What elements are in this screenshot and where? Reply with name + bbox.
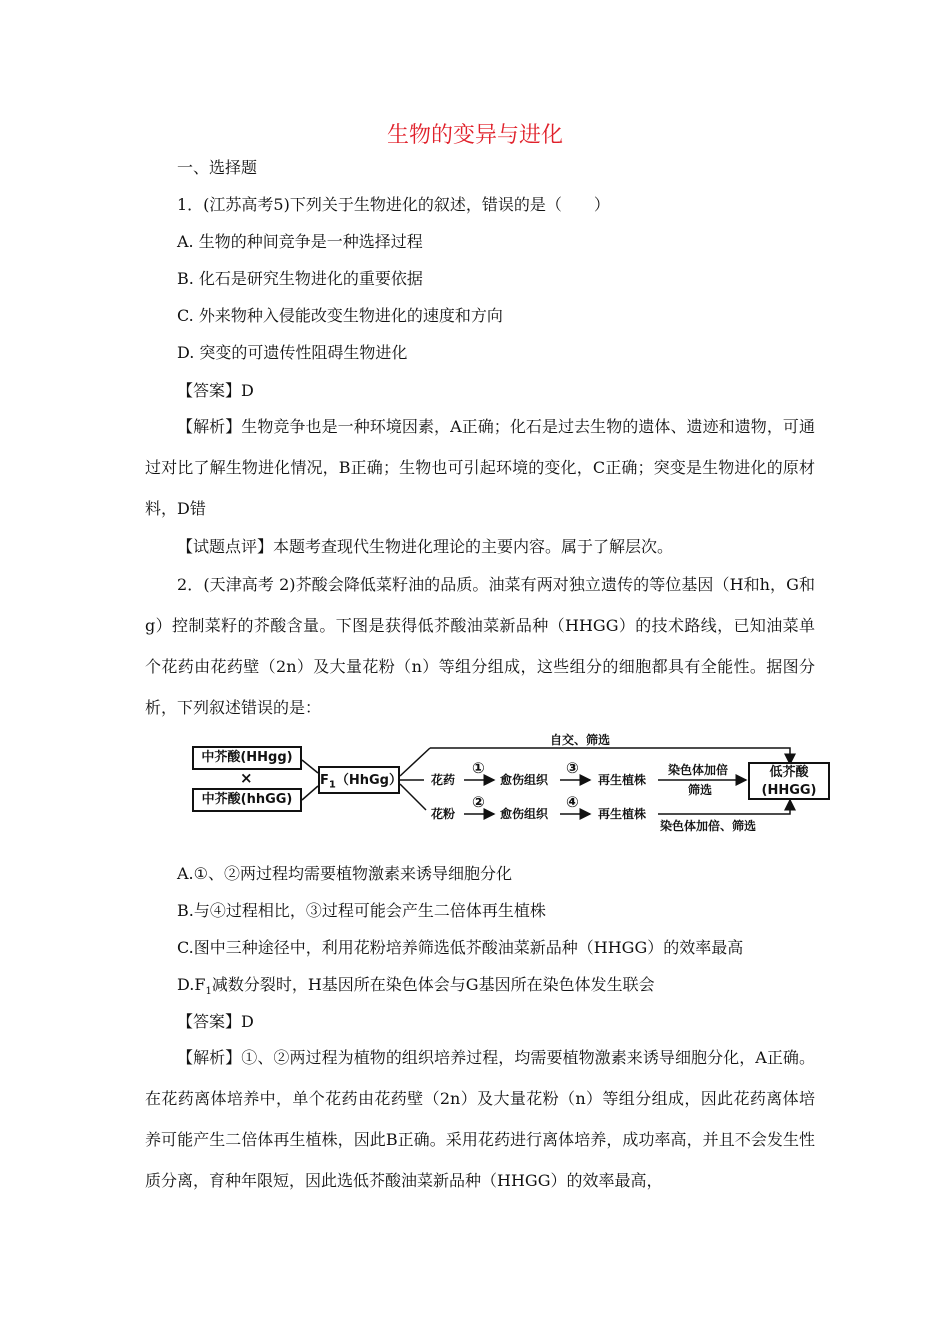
anther-label: 花药 bbox=[431, 773, 456, 787]
q1-option-b: B. 化石是研究生物进化的重要依据 bbox=[177, 269, 423, 288]
q2-option-b: B.与④过程相比，③过程可能会产生二倍体再生植株 bbox=[177, 901, 546, 920]
parent-2-box: 中芥酸(hhGG) bbox=[192, 788, 302, 812]
step-3-marker: ③ bbox=[566, 759, 579, 777]
step-2-marker: ② bbox=[472, 793, 485, 811]
pollen-label: 花粉 bbox=[431, 807, 456, 821]
cross-sign: × bbox=[240, 769, 253, 787]
regenerated-plant-label-lower: 再生植株 bbox=[598, 807, 647, 821]
q2-option-d-text: 减数分裂时，H基因所在染色体会与G基因所在染色体发生联会 bbox=[211, 975, 655, 994]
callus-label-lower: 愈伤组织 bbox=[500, 807, 549, 821]
q2-option-d bbox=[177, 973, 655, 997]
f1-subscript: 1 bbox=[328, 779, 336, 791]
q1-stem: 1．(江苏高考5)下列关于生物进化的叙述，错误的是（ ） bbox=[177, 195, 610, 214]
q2-stem: 2．(天津高考 2)芥酸会降低菜籽油的品质。油菜有两对独立遗传的等位基因（H和h，G和g）控制菜籽的芥酸含量。下图是获得低芥酸油菜新品种（HHGG）的技术路线，已知油菜单个花药由花药壁（2n）及大量花粉（n）等组分组成，这些组分的细胞都具有全能性。据图分析，下列叙述错误的是： bbox=[145, 575, 815, 717]
section-heading: 一、选择题 bbox=[177, 158, 258, 177]
q1-option-c: C. 外来物种入侵能改变生物进化的速度和方向 bbox=[177, 306, 503, 325]
q2-option-d-prefix: D.F bbox=[177, 975, 206, 994]
q2-analysis: 【解析】①、②两过程为植物的组织培养过程，均需要植物激素来诱导细胞分化，A正确。在花药离体培养中，单个花药由花药壁（2n）及大量花粉（n）等组分组成，因此花药离体培养可能产生二倍体再生植株，因此B正确。采用花药进行离体培养，成功率高，并且不会发生性质分离，育种年限短，因此选低芥酸油菜新品种（HHGG）的效率最高， bbox=[145, 1048, 815, 1190]
doubling-screening-label: 染色体加倍、筛选 bbox=[660, 819, 757, 833]
q1-option-d: D. 突变的可遗传性阻碍生物进化 bbox=[177, 343, 408, 362]
target-name: 低芥酸 bbox=[769, 765, 809, 780]
breeding-route-diagram bbox=[190, 728, 835, 834]
q2-option-a: A.①、②两过程均需要植物激素来诱导细胞分化 bbox=[177, 864, 512, 883]
regenerated-plant-label-upper: 再生植株 bbox=[598, 773, 647, 787]
f1-genotype: （HhGg） bbox=[335, 773, 402, 788]
q2-answer: 【答案】D bbox=[177, 1012, 254, 1031]
f1-prefix: F bbox=[320, 773, 329, 788]
step-1-marker: ① bbox=[472, 759, 485, 777]
target-variety-box bbox=[748, 762, 830, 800]
f1-box bbox=[318, 766, 400, 794]
callus-label-upper: 愈伤组织 bbox=[500, 773, 549, 787]
q1-answer: 【答案】D bbox=[177, 381, 254, 400]
q1-option-a: A. 生物的种间竞争是一种选择过程 bbox=[177, 232, 423, 251]
q1-comment: 【试题点评】本题考查现代生物进化理论的主要内容。属于了解层次。 bbox=[177, 537, 674, 556]
screening-label: 筛选 bbox=[688, 783, 713, 797]
self-cross-label: 自交、筛选 bbox=[550, 733, 611, 747]
parent-1-box: 中芥酸(HHgg) bbox=[192, 746, 302, 770]
target-genotype: (HHGG) bbox=[761, 783, 817, 798]
step-4-marker: ④ bbox=[566, 793, 579, 811]
q1-analysis: 【解析】生物竞争也是一种环境因素，A正确；化石是过去生物的遗体、遗迹和遗物，可通过对比了解生物进化情况，B正确；生物也可引起环境的变化，C正确；突变是生物进化的原材料，D错 bbox=[145, 417, 815, 518]
q2-option-d-subscript: 1 bbox=[205, 986, 212, 998]
document-title: 生物的变异与进化 bbox=[386, 123, 563, 148]
doubling-label: 染色体加倍 bbox=[668, 763, 729, 777]
q2-option-c: C.图中三种途径中，利用花粉培养筛选低芥酸油菜新品种（HHGG）的效率最高 bbox=[177, 938, 744, 957]
